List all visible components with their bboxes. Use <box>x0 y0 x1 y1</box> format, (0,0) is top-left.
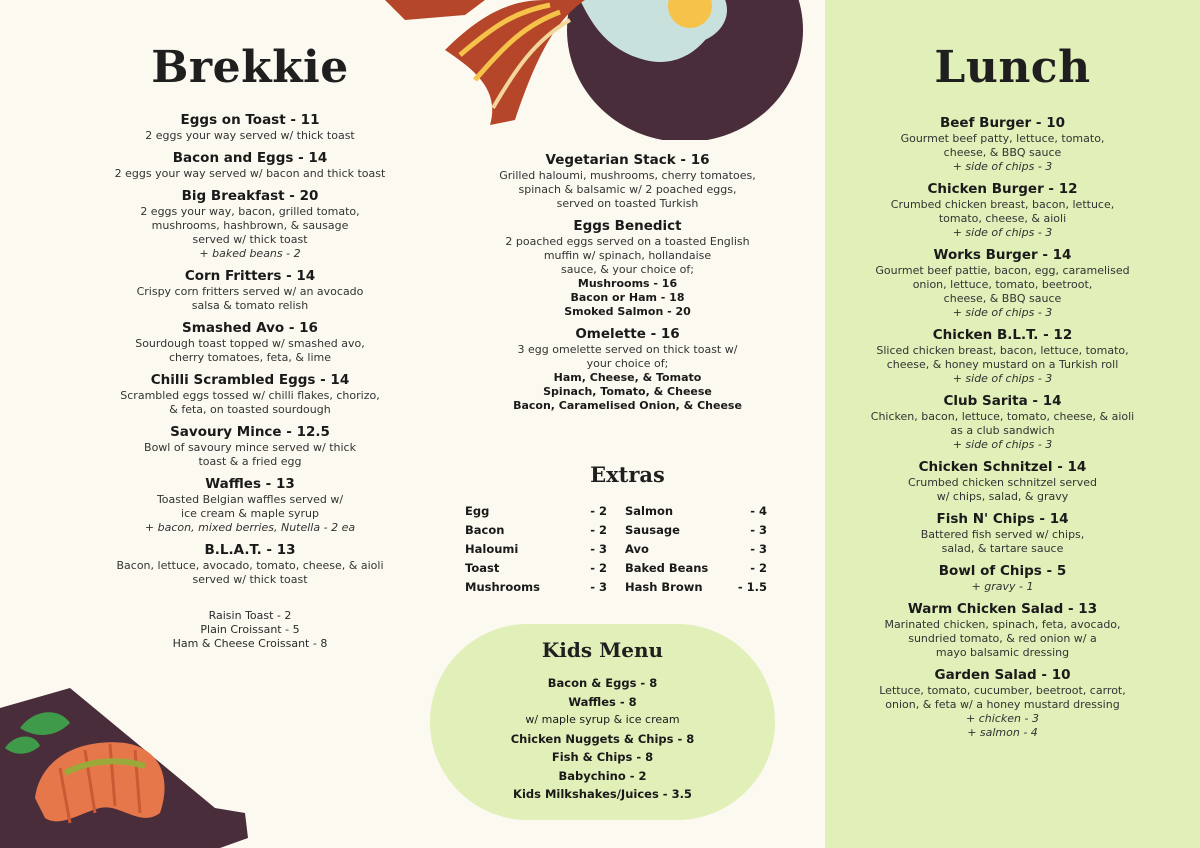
menu-item-description: sauce, & your choice of; <box>561 263 694 276</box>
extra-row <box>625 559 785 578</box>
menu-item-name: Vegetarian Stack - 16 <box>545 152 710 168</box>
menu-item-description: onion, lettuce, tomato, beetroot, <box>912 278 1093 291</box>
menu-item-addon: + baked beans - 2 <box>199 247 301 260</box>
menu-item-description: as a club sandwich <box>950 424 1055 437</box>
middle-section <box>430 0 825 848</box>
kids-item: Babychino - 2 <box>558 768 647 783</box>
menu-item <box>835 393 1170 452</box>
menu-item-name: Chicken B.L.T. - 12 <box>932 327 1073 343</box>
extra-name: Toast <box>465 561 500 575</box>
menu-item-name: Club Sarita - 14 <box>943 393 1062 409</box>
menu-item <box>430 218 825 319</box>
extra-row <box>465 578 625 597</box>
menu-item <box>835 115 1170 174</box>
menu-item-name: Warm Chicken Salad - 13 <box>907 601 1098 617</box>
menu-item-description: served w/ thick toast <box>192 573 308 586</box>
menu-item <box>70 542 430 587</box>
menu-item-name: Big Breakfast - 20 <box>181 188 319 204</box>
brekkie-section <box>70 0 430 848</box>
extra-price: - 1.5 <box>737 580 767 594</box>
kids-item: Waffles - 8 <box>568 694 637 709</box>
extra-price: - 3 <box>750 542 767 556</box>
kids-item: Chicken Nuggets & Chips - 8 <box>510 731 695 746</box>
kids-item: Kids Milkshakes/Juices - 3.5 <box>513 787 692 801</box>
menu-item-name: Chicken Schnitzel - 14 <box>918 459 1087 475</box>
menu-item-option: Mushrooms - 16 <box>577 277 678 290</box>
kids-item: w/ maple syrup & ice cream <box>525 713 680 726</box>
extra-price: - 2 <box>590 523 607 537</box>
menu-item-description: Bacon, lettuce, avocado, tomato, cheese, & aioli <box>116 559 384 572</box>
extra-name: Haloumi <box>465 542 519 556</box>
menu-item-description: ice cream & maple syrup <box>181 507 319 520</box>
lunch-title: Lunch <box>934 42 1091 93</box>
extras-right-column <box>625 502 785 597</box>
menu-item-description: cheese, & BBQ sauce <box>943 292 1062 305</box>
menu-item-description: mayo balsamic dressing <box>935 646 1070 659</box>
menu-item <box>835 247 1170 320</box>
middle-list <box>430 152 825 420</box>
kids-item: Fish & Chips - 8 <box>551 750 654 764</box>
menu-item-description: sundried tomato, & red onion w/ a <box>908 632 1097 645</box>
menu-item <box>70 476 430 535</box>
kids-menu <box>430 624 775 820</box>
menu-item <box>835 181 1170 240</box>
menu-item-description: muffin w/ spinach, hollandaise <box>543 249 712 262</box>
menu-item-name: B.L.A.T. - 13 <box>204 542 296 558</box>
menu-item-name: Fish N' Chips - 14 <box>936 511 1069 527</box>
menu-item-description: onion, & feta w/ a honey mustard dressing <box>885 698 1120 711</box>
extra-row <box>625 578 785 597</box>
menu-item-description: served on toasted Turkish <box>556 197 699 210</box>
menu-item-description: tomato, cheese, & aioli <box>938 212 1067 225</box>
extra-name: Baked Beans <box>625 561 709 575</box>
extra-price: - 2 <box>590 504 607 518</box>
lunch-list <box>835 115 1190 747</box>
menu-item-name: Eggs on Toast - 11 <box>180 112 320 128</box>
menu-item-name: Savoury Mince - 12.5 <box>170 424 330 440</box>
menu-item-description: 2 eggs your way served w/ bacon and thick toast <box>114 167 386 180</box>
menu-item-description: Battered fish served w/ chips, <box>920 528 1085 541</box>
menu-item-name: Chilli Scrambled Eggs - 14 <box>150 372 350 388</box>
extra-price: - 2 <box>590 561 607 575</box>
extras-table <box>465 502 785 597</box>
menu-item-description: Crumbed chicken breast, bacon, lettuce, <box>890 198 1115 211</box>
menu-item <box>70 424 430 469</box>
menu-item-name: Waffles - 13 <box>205 476 295 492</box>
menu-item-description: mushrooms, hashbrown, & sausage <box>151 219 349 232</box>
kids-item: Bacon & Eggs - 8 <box>547 676 658 690</box>
extra-price: - 2 <box>750 561 767 575</box>
menu-item-description: Lettuce, tomato, cucumber, beetroot, carrot, <box>879 684 1126 697</box>
menu-item-description: Gourmet beef pattie, bacon, egg, caramelised <box>875 264 1130 277</box>
menu-item <box>835 563 1170 594</box>
menu-item-addon: + chicken - 3 <box>966 712 1039 725</box>
menu-item <box>430 326 825 413</box>
plain-item: Ham & Cheese Croissant - 8 <box>172 637 328 650</box>
menu-item <box>835 667 1170 740</box>
menu-item-addon: + gravy - 1 <box>971 580 1034 593</box>
menu-item-addon: + side of chips - 3 <box>952 226 1053 239</box>
extra-price: - 3 <box>590 580 607 594</box>
menu-item <box>70 320 430 365</box>
extra-row <box>625 521 785 540</box>
extra-price: - 4 <box>750 504 767 518</box>
plain-item: Plain Croissant - 5 <box>200 623 300 636</box>
extra-name: Hash Brown <box>625 580 703 594</box>
menu-item-description: cheese, & BBQ sauce <box>943 146 1062 159</box>
extra-row <box>465 502 625 521</box>
menu-item-description: Bowl of savoury mince served w/ thick <box>144 441 356 454</box>
menu-item-description: Toasted Belgian waffles served w/ <box>156 493 344 506</box>
menu-item-description: Scrambled eggs tossed w/ chilli flakes, chorizo, <box>120 389 380 402</box>
menu-item-addon: + side of chips - 3 <box>952 372 1053 385</box>
menu-item-description: salsa & tomato relish <box>191 299 309 312</box>
menu-item-option: Bacon or Ham - 18 <box>570 291 685 304</box>
menu-item-description: toast & a fried egg <box>198 455 302 468</box>
brekkie-plain-items <box>70 609 430 651</box>
menu-item <box>835 327 1170 386</box>
extra-row <box>465 559 625 578</box>
menu-item-name: Works Burger - 14 <box>933 247 1072 263</box>
menu-item-description: spinach & balsamic w/ 2 poached eggs, <box>518 183 737 196</box>
menu-item-name: Corn Fritters - 14 <box>184 268 316 284</box>
menu-item-name: Bacon and Eggs - 14 <box>172 150 328 166</box>
lunch-section <box>825 0 1200 848</box>
menu-item-description: served w/ thick toast <box>192 233 308 246</box>
menu-item-description: 2 poached eggs served on a toasted English <box>505 235 750 248</box>
extra-name: Sausage <box>625 523 680 537</box>
menu-item <box>70 150 430 181</box>
extra-name: Bacon <box>465 523 505 537</box>
menu-item-addon: + salmon - 4 <box>967 726 1038 739</box>
menu-item-addon: + side of chips - 3 <box>952 306 1053 319</box>
menu-item-description: Sliced chicken breast, bacon, lettuce, tomato, <box>876 344 1129 357</box>
menu-item-description: 3 egg omelette served on thick toast w/ <box>517 343 738 356</box>
extras-title: Extras <box>590 462 665 487</box>
menu-item-name: Eggs Benedict <box>573 218 682 234</box>
menu-item-description: cheese, & honey mustard on a Turkish roll <box>886 358 1119 371</box>
extra-name: Egg <box>465 504 490 518</box>
extra-price: - 3 <box>590 542 607 556</box>
extra-row <box>465 540 625 559</box>
menu-item-description: 2 eggs your way, bacon, grilled tomato, <box>140 205 360 218</box>
menu-item-description: Crispy corn fritters served w/ an avocado <box>136 285 364 298</box>
menu-item-name: Chicken Burger - 12 <box>927 181 1078 197</box>
menu-item-option: Smoked Salmon - 20 <box>564 305 691 318</box>
menu-item <box>835 601 1170 660</box>
menu-item <box>835 511 1170 556</box>
extra-name: Avo <box>625 542 649 556</box>
menu-item <box>70 112 430 143</box>
menu-item-addon: + side of chips - 3 <box>952 438 1053 451</box>
extra-name: Mushrooms <box>465 580 540 594</box>
menu-item-description: Chicken, bacon, lettuce, tomato, cheese, & aioli <box>870 410 1135 423</box>
menu-item-description: w/ chips, salad, & gravy <box>936 490 1069 503</box>
menu-item-name: Bowl of Chips - 5 <box>938 563 1067 579</box>
extras-left-column <box>465 502 625 597</box>
extra-row <box>465 521 625 540</box>
menu-item-addon: + bacon, mixed berries, Nutella - 2 ea <box>144 521 356 534</box>
menu-item-description: Sourdough toast topped w/ smashed avo, <box>135 337 365 350</box>
menu-item-description: salad, & tartare sauce <box>941 542 1064 555</box>
menu-item-description: Gourmet beef patty, lettuce, tomato, <box>900 132 1105 145</box>
menu-item-description: Marinated chicken, spinach, feta, avocado, <box>884 618 1121 631</box>
menu-item-description: cherry tomatoes, feta, & lime <box>168 351 332 364</box>
menu-item-name: Omelette - 16 <box>575 326 680 342</box>
menu-item <box>70 268 430 313</box>
menu-item-option: Bacon, Caramelised Onion, & Cheese <box>513 399 742 412</box>
menu-item-description: Grilled haloumi, mushrooms, cherry tomatoes, <box>499 169 756 182</box>
brekkie-list <box>70 112 430 651</box>
menu-item <box>835 459 1170 504</box>
menu-item-description: & feta, on toasted sourdough <box>169 403 331 416</box>
menu-item-addon: + side of chips - 3 <box>952 160 1053 173</box>
extra-row <box>625 502 785 521</box>
extra-price: - 3 <box>750 523 767 537</box>
plain-item: Raisin Toast - 2 <box>208 609 292 622</box>
menu-item-name: Garden Salad - 10 <box>934 667 1071 683</box>
extra-name: Salmon <box>625 504 674 518</box>
kids-menu-title: Kids Menu <box>541 638 664 662</box>
extra-row <box>625 540 785 559</box>
menu-item-description: 2 eggs your way served w/ thick toast <box>145 129 355 142</box>
menu-item <box>70 188 430 261</box>
menu-item-name: Beef Burger - 10 <box>939 115 1065 131</box>
brekkie-title: Brekkie <box>151 42 349 93</box>
menu-item-description: Crumbed chicken schnitzel served <box>908 476 1097 489</box>
menu-item-option: Ham, Cheese, & Tomato <box>553 371 702 384</box>
menu-item-name: Smashed Avo - 16 <box>182 320 318 336</box>
menu-item-option: Spinach, Tomato, & Cheese <box>543 385 712 398</box>
menu-item-description: your choice of; <box>586 357 669 370</box>
menu-item <box>430 152 825 211</box>
menu-item <box>70 372 430 417</box>
